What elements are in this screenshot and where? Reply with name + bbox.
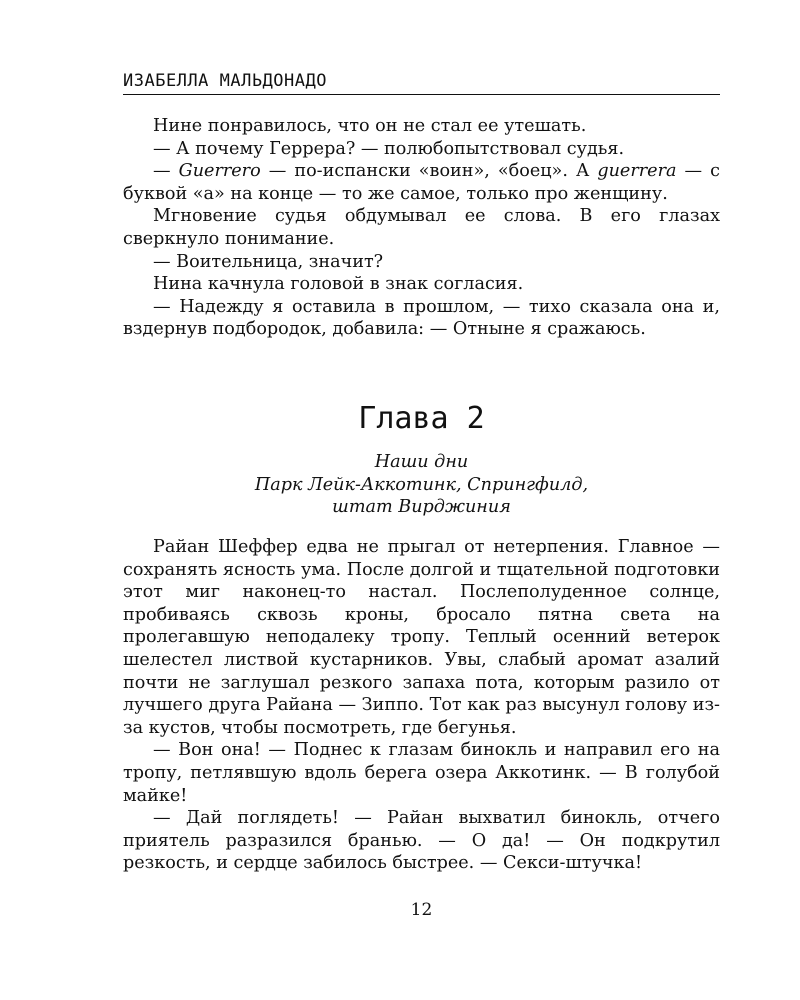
running-head: [123, 70, 720, 95]
epigraph-line: Парк Лейк-Аккотинк, Спрингфилд,: [254, 474, 589, 495]
paragraph: — Воительница, значит?: [153, 251, 384, 272]
paragraph: — Надежду я оставила в прошлом, — тихо сказала она и, вздернув подбородок, добавила: — Отныне я сражаюсь.: [123, 296, 720, 340]
epigraph-line: штат Вирджиния: [332, 497, 511, 518]
paragraph: Нина качнула головой в знак согласия.: [153, 274, 524, 295]
chapter-title: Глава 2: [358, 401, 485, 436]
running-head-author: ИЗАБЕЛЛА МАЛЬДОНАДО: [123, 71, 327, 91]
foreign-word: guerrera: [597, 161, 677, 182]
chapter-epigraph: [123, 451, 720, 519]
paragraph: — Guerrero — по-испански «воин», «боец». А guerrera — с буквой «а» на конце — то же самое, только про женщину.: [123, 161, 721, 204]
page-number: 12: [410, 900, 433, 920]
chapter-1-ending: [123, 115, 720, 341]
paragraph: — Вон она! — Поднес к глазам бинокль и направил его на тропу, петлявшую вдоль берега озера Аккотинк. — В голубой майке!: [123, 740, 720, 806]
chapter-2-text: [123, 536, 720, 875]
foreign-word: Guerrero: [178, 161, 261, 182]
paragraph: — А почему Геррера? — полюбопытствовал судья.: [153, 138, 625, 159]
paragraph: Райан Шеффер едва не прыгал от нетерпения. Главное — сохранять ясность ума. После долгой и тщательной подготовки этот миг наконец-то настал. Послеполуденное солнце, пробиваясь сквозь кроны, бросало пятна света на пролегавшую неподалеку тропу. Теплый осенний ветерок шелестел листвой кустарников. Увы, слабый аромат азалий почти не заглушал резкого запаха пота, которым разило от лучшего друга Райана — Зиппо. Тот как раз высунул голову из-за кустов, чтобы посмотреть, где бегунья.: [123, 537, 720, 738]
paragraph: — Дай поглядеть! — Райан выхватил бинокль, отчего приятель разразился бранью. — О да! — Он подкрутил резкость, и сердце забилось быстрее. — Секси-штучка!: [123, 808, 720, 874]
paragraph: Нине понравилось, что он не стал ее утешать.: [153, 116, 587, 136]
epigraph-line: Наши дни: [374, 452, 469, 472]
paragraph: Мгновение судья обдумывал ее слова. В его глазах сверкнуло понимание.: [123, 206, 720, 249]
